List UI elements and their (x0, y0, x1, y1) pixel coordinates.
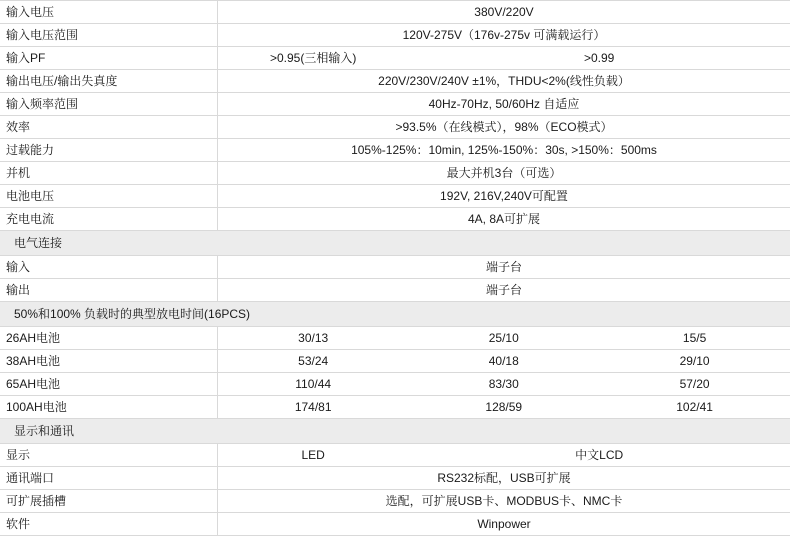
table-row-label: 可扩展插槽 (0, 490, 218, 513)
table-cell-value: >0.95(三相输入) (218, 47, 409, 70)
table-cell-value: 4A, 8A可扩展 (218, 208, 790, 231)
table-cell-value: 选配，可扩展USB卡、MODBUS卡、NMC卡 (218, 490, 790, 513)
table-cell-value: LED (218, 444, 409, 467)
table-cell-value: 端子台 (218, 279, 790, 302)
table-row (0, 1, 790, 24)
table-section-row (0, 302, 790, 327)
table-cell-value: >93.5%（在线模式），98%（ECO模式） (218, 116, 790, 139)
table-row-label: 输入PF (0, 47, 218, 70)
table-cell-value: >0.99 (408, 47, 790, 70)
table-row-label: 输出电压/输出失真度 (0, 70, 218, 93)
table-row (0, 467, 790, 490)
table-row (0, 93, 790, 116)
table-row (0, 256, 790, 279)
table-row (0, 185, 790, 208)
table-row (0, 139, 790, 162)
table-cell-value: 29/10 (599, 350, 790, 373)
table-cell-value: 15/5 (599, 327, 790, 350)
table-cell-value: 128/59 (408, 396, 599, 419)
table-cell-value: 120V-275V（176v-275v 可满载运行） (218, 24, 790, 47)
table-row (0, 47, 790, 70)
table-row-label: 充电电流 (0, 208, 218, 231)
table-row (0, 444, 790, 467)
table-cell-value: 102/41 (599, 396, 790, 419)
table-cell-value: 105%-125%：10min, 125%-150%：30s, >150%：500ms (218, 139, 790, 162)
table-cell-value: 40Hz-70Hz, 50/60Hz 自适应 (218, 93, 790, 116)
table-row-label: 输入 (0, 256, 218, 279)
table-row-label: 并机 (0, 162, 218, 185)
table-cell-value: 220V/230V/240V ±1%，THDU<2%(线性负载） (218, 70, 790, 93)
table-row-label: 过载能力 (0, 139, 218, 162)
table-cell-value: 83/30 (408, 373, 599, 396)
table-cell-value: 57/20 (599, 373, 790, 396)
table-row-label: 输入电压范围 (0, 24, 218, 47)
table-section-label: 电气连接 (0, 231, 790, 256)
table-row (0, 24, 790, 47)
table-row-label: 100AH电池 (0, 396, 218, 419)
table-cell-value: 40/18 (408, 350, 599, 373)
table-section-label: 50%和100% 负载时的典型放电时间(16PCS) (0, 302, 790, 327)
table-row-label: 显示 (0, 444, 218, 467)
table-row-label: 电池电压 (0, 185, 218, 208)
table-section-label: 显示和通讯 (0, 419, 790, 444)
table-row-label: 65AH电池 (0, 373, 218, 396)
table-cell-value: 中文LCD (408, 444, 790, 467)
specification-table-body (0, 1, 790, 536)
table-cell-value: 端子台 (218, 256, 790, 279)
table-row (0, 327, 790, 350)
table-cell-value: 110/44 (218, 373, 409, 396)
table-row (0, 513, 790, 536)
table-row (0, 162, 790, 185)
table-cell-value: 最大并机3台（可选） (218, 162, 790, 185)
table-section-row (0, 419, 790, 444)
table-row-label: 通讯端口 (0, 467, 218, 490)
table-cell-value: RS232标配，USB可扩展 (218, 467, 790, 490)
table-row-label: 38AH电池 (0, 350, 218, 373)
table-row (0, 490, 790, 513)
table-row (0, 116, 790, 139)
table-row (0, 70, 790, 93)
table-cell-value: Winpower (218, 513, 790, 536)
table-row (0, 373, 790, 396)
table-row-label: 输入电压 (0, 1, 218, 24)
table-cell-value: 53/24 (218, 350, 409, 373)
table-row (0, 208, 790, 231)
table-row-label: 输出 (0, 279, 218, 302)
table-cell-value: 30/13 (218, 327, 409, 350)
table-cell-value: 380V/220V (218, 1, 790, 24)
table-section-row (0, 231, 790, 256)
table-row (0, 396, 790, 419)
table-row (0, 350, 790, 373)
table-row-label: 软件 (0, 513, 218, 536)
table-row-label: 输入频率范围 (0, 93, 218, 116)
table-row-label: 26AH电池 (0, 327, 218, 350)
table-row (0, 279, 790, 302)
table-cell-value: 174/81 (218, 396, 409, 419)
table-cell-value: 25/10 (408, 327, 599, 350)
table-row-label: 效率 (0, 116, 218, 139)
table-cell-value: 192V, 216V,240V可配置 (218, 185, 790, 208)
